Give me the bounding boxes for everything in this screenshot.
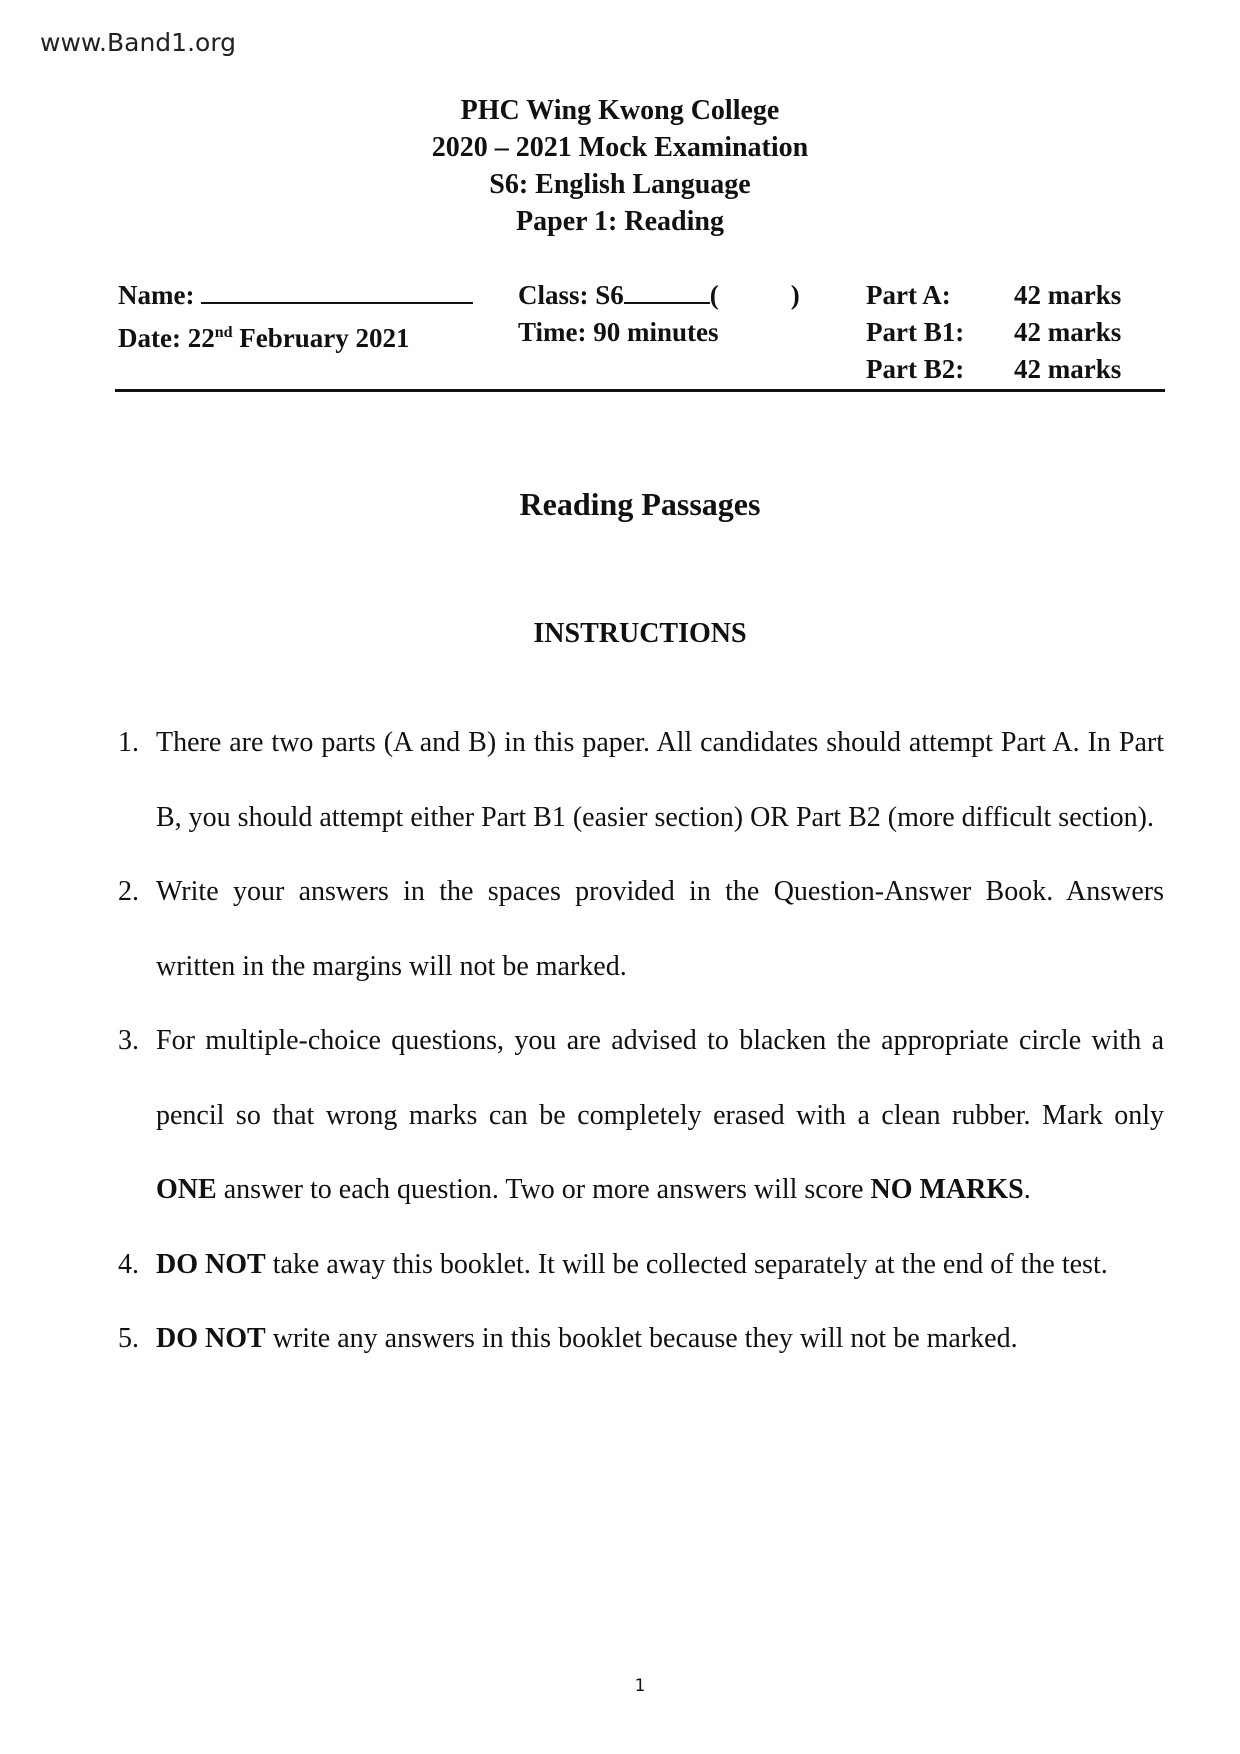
part-a-label: Part A: — [866, 280, 951, 310]
part-a-marks: 42 marks — [1014, 280, 1122, 310]
exam-title: 2020 – 2021 Mock Examination — [431, 132, 809, 163]
date-label: Date: 22 — [118, 323, 215, 353]
candidate-info — [118, 277, 473, 357]
instruction-emphasis: DO NOT — [156, 1248, 266, 1280]
instruction-text: . — [1023, 1174, 1031, 1205]
part-b2-marks: 42 marks — [1014, 354, 1122, 384]
watermark-url: www.Band1.org — [40, 28, 237, 57]
instruction-text: answer to each question. Two or more answers will score — [216, 1174, 871, 1205]
class-paren-open: ( — [709, 280, 719, 310]
section-title: Reading Passages — [519, 486, 761, 522]
instruction-item — [118, 1004, 1164, 1228]
name-blank-line — [201, 278, 473, 304]
instruction-text: For multiple-choice questions, you are advised to blacken the appropriate circle with a pencil so that wrong marks can be completely erased with a clean rubber. Mark only — [156, 1025, 1164, 1131]
instruction-number: 2. — [118, 876, 139, 907]
instruction-item — [118, 706, 1164, 855]
instruction-emphasis: ONE — [156, 1174, 217, 1205]
date-suffix: nd — [214, 324, 233, 341]
exam-header — [0, 92, 1240, 240]
instruction-number: 3. — [118, 1025, 139, 1056]
part-b1-marks: 42 marks — [1014, 317, 1122, 347]
instruction-emphasis: NO MARKS — [870, 1174, 1024, 1205]
date-rest: February 2021 — [232, 323, 410, 353]
class-time-info — [518, 277, 800, 351]
instruction-text: take away this booklet. It will be collected separately at the end of the test. — [265, 1248, 1108, 1280]
instructions-title: INSTRUCTIONS — [533, 618, 747, 649]
time-label: Time: 90 minutes — [518, 317, 719, 347]
part-b2-label: Part B2: — [866, 354, 965, 384]
subject-title: S6: English Language — [489, 169, 751, 200]
instruction-text: write any answers in this booklet because they will not be marked. — [265, 1323, 1018, 1354]
instruction-number: 1. — [118, 727, 139, 758]
instructions-list — [118, 706, 1164, 1377]
instruction-emphasis: DO NOT — [156, 1323, 266, 1354]
instruction-item — [118, 1228, 1164, 1303]
part-labels — [866, 277, 964, 388]
paper-title: Paper 1: Reading — [516, 206, 724, 237]
name-label: Name: — [118, 280, 195, 310]
instruction-item — [118, 855, 1164, 1004]
class-blank-line — [624, 278, 710, 304]
class-paren-close: ) — [790, 280, 800, 310]
part-b1-label: Part B1: — [866, 317, 965, 347]
instruction-number: 5. — [118, 1323, 139, 1354]
part-marks — [1014, 277, 1121, 388]
class-label: Class: S6 — [518, 280, 624, 310]
instruction-number: 4. — [118, 1248, 139, 1280]
instruction-text: There are two parts (A and B) in this paper. All candidates should attempt Part A. In Part B, you should attempt either Part B1 (easier section) OR Part B2 (more difficult section). — [156, 727, 1164, 833]
school-name: PHC Wing Kwong College — [460, 95, 780, 126]
page-number: 1 — [634, 1676, 646, 1696]
instruction-item — [118, 1302, 1164, 1377]
header-divider — [115, 389, 1165, 392]
instruction-text: Write your answers in the spaces provided in the Question-Answer Book. Answers written in the margins will not be marked. — [156, 876, 1164, 982]
